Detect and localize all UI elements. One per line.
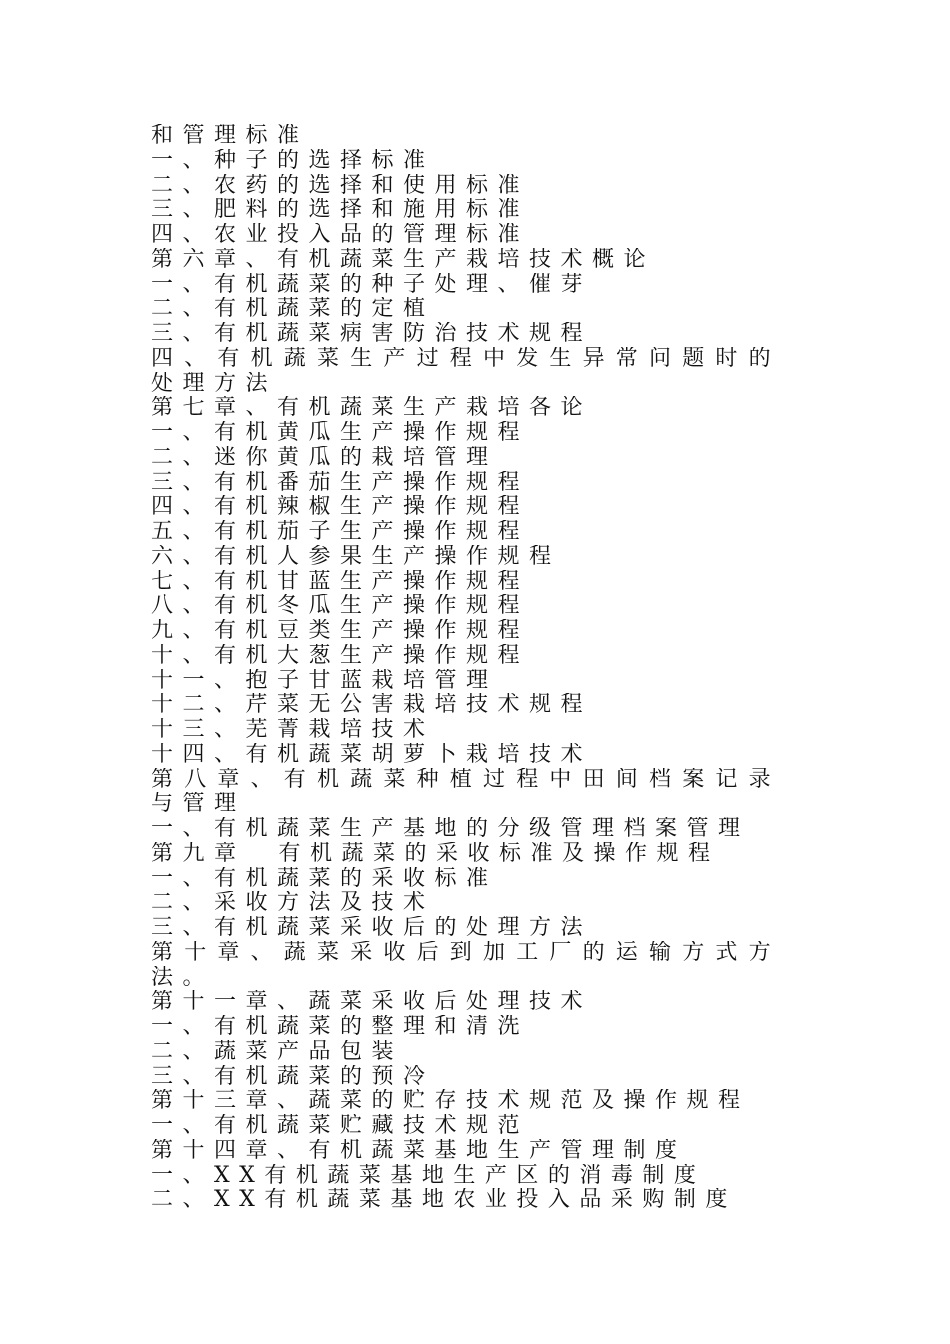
- toc-line: 第六章、有机蔬菜生产栽培技术概论: [151, 247, 656, 272]
- toc-line: 一、种子的选择标准: [151, 148, 435, 173]
- toc-line: 十一、抱子甘蓝栽培管理: [151, 668, 498, 693]
- toc-line: 十、有机大葱生产操作规程: [151, 643, 530, 668]
- toc-line: 法。: [151, 965, 215, 990]
- toc-line: 三、有机蔬菜采收后的处理方法: [151, 916, 593, 940]
- toc-text-block: [151, 124, 791, 1213]
- toc-line: 第十三章、蔬菜的贮存技术规范及操作规程: [151, 1089, 750, 1114]
- toc-line: 和管理标准: [151, 124, 309, 148]
- toc-line: 二、XX有机蔬菜基地农业投入品采购制度: [151, 1188, 737, 1213]
- toc-line: 处理方法: [151, 371, 278, 396]
- toc-line: 二、采收方法及技术: [151, 891, 435, 916]
- toc-line: 九、有机豆类生产操作规程: [151, 619, 530, 643]
- toc-line: 第七章、有机蔬菜生产栽培各论: [151, 396, 593, 421]
- toc-line: 八、有机冬瓜生产操作规程: [151, 594, 530, 619]
- toc-line: 一、有机蔬菜的采收标准: [151, 866, 498, 891]
- toc-line: 一、有机蔬菜的种子处理、催芽: [151, 272, 593, 297]
- toc-line: 十四、有机蔬菜胡萝卜栽培技术: [151, 742, 593, 767]
- toc-line: 第十一章、蔬菜采收后处理技术: [151, 990, 593, 1015]
- toc-line: 第八章、有机蔬菜种植过程中田间档案记录: [151, 767, 782, 792]
- toc-line: 五、有机茄子生产操作规程: [151, 520, 530, 544]
- toc-line: 十三、芜菁栽培技术: [151, 718, 435, 742]
- toc-line: 三、有机蔬菜的预冷: [151, 1064, 435, 1089]
- toc-line: 二、有机蔬菜的定植: [151, 297, 435, 322]
- toc-line: 二、农药的选择和使用标准: [151, 173, 530, 198]
- toc-line: 二、蔬菜产品包装: [151, 1039, 404, 1064]
- toc-line: 三、肥料的选择和施用标准: [151, 198, 530, 223]
- toc-line: 四、有机蔬菜生产过程中发生异常问题时的: [151, 346, 782, 371]
- toc-line: 与管理: [151, 792, 246, 817]
- toc-line: 一、XX有机蔬菜基地生产区的消毒制度: [151, 1163, 706, 1188]
- toc-line: 第九章 有机蔬菜的采收标准及操作规程: [151, 841, 720, 866]
- toc-line: 三、有机蔬菜病害防治技术规程: [151, 322, 593, 346]
- toc-line: 一、有机黄瓜生产操作规程: [151, 421, 530, 445]
- toc-line: 一、有机蔬菜贮藏技术规范: [151, 1114, 530, 1138]
- toc-line: 一、有机蔬菜生产基地的分级管理档案管理: [151, 817, 750, 841]
- toc-line: 第十四章、有机蔬菜基地生产管理制度: [151, 1138, 687, 1163]
- toc-line: 三、有机番茄生产操作规程: [151, 470, 530, 495]
- toc-line: 四、农业投入品的管理标准: [151, 223, 530, 247]
- toc-line: 七、有机甘蓝生产操作规程: [151, 569, 530, 594]
- toc-line: 二、迷你黄瓜的栽培管理: [151, 445, 498, 470]
- toc-line: 十二、芹菜无公害栽培技术规程: [151, 693, 593, 718]
- toc-line: 四、有机辣椒生产操作规程: [151, 495, 530, 520]
- toc-line: 第十章、蔬菜采收后到加工厂的运输方式方: [151, 940, 782, 965]
- toc-line: 六、有机人参果生产操作规程: [151, 544, 561, 569]
- toc-line: 一、有机蔬菜的整理和清洗: [151, 1015, 530, 1039]
